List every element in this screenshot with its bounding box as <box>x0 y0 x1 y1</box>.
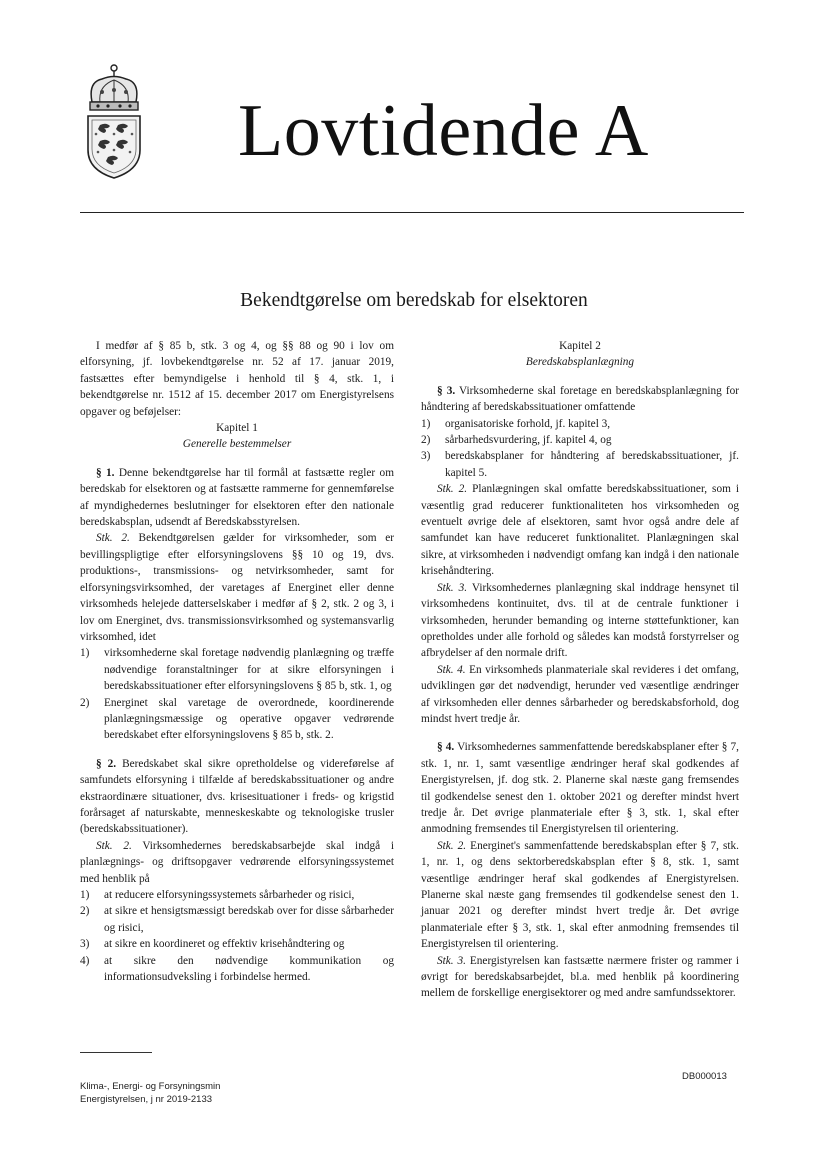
list-item-text: at sikre et hensigtsmæssigt beredskab over for disse sårbarheder og risici, <box>104 905 394 934</box>
section-1-list <box>80 645 394 743</box>
list-item <box>80 953 394 986</box>
list-item-text: at sikre en koordineret og effektiv krisehåndtering og <box>104 938 345 951</box>
section-1 <box>80 465 394 531</box>
section-1-text: Denne bekendtgørelse har til formål at fastsætte regler om beredskab for elsektoren og at fastsætte rammerne for gennemførelse af myndighedernes beslutninger for elsektoren efter den nationale beredskabsplan, udsendt af Beredskabsstyrelsen. <box>80 466 394 529</box>
list-item <box>80 903 394 936</box>
footnote-rule <box>80 1052 152 1053</box>
section-3-sign: § 3. <box>437 384 456 397</box>
chapter-1-label: Kapitel 1 <box>216 422 258 435</box>
section-3-list <box>421 416 739 482</box>
section-4-stk-3 <box>421 953 739 1002</box>
section-1-sign: § 1. <box>96 466 115 479</box>
list-item <box>80 936 394 952</box>
document-number: DB000013 <box>682 1071 727 1082</box>
section-3-text: Virksomhederne skal foretage en beredskabsplanlægning for håndtering af beredskabssituationer omfattende <box>421 384 740 414</box>
stk-label: Stk. 2. <box>96 532 130 545</box>
preamble: I medfør af § 85 b, stk. 3 og 4, og §§ 88 og 90 i lov om elforsyning, jf. lovbekendtgørelse nr. 52 af 17. januar 2019, fastsættes efter bemyndigelse i henhold til § 4, stk. 1, i bekendtgørelse nr. 1512 af 15. december 2017 om Energistyrelsens opgaver og beføjelser: <box>80 340 394 418</box>
list-item-text: at sikre den nødvendige kommunikation og informationsudveksling i forbindelse hermed. <box>104 954 394 984</box>
danish-royal-coat-of-arms-icon <box>78 62 150 180</box>
footer-reference <box>80 1080 220 1106</box>
list-item-text: sårbarhedsvurdering, jf. kapitel 4, og <box>445 434 612 447</box>
section-1-stk-2 <box>80 530 394 645</box>
stk-text: Bekendtgørelsen gælder for virksomheder, som er bevillingspligtige efter elforsyningslovens §§ 10 og 19, dvs. produktions-, transmissions- og netvirksomheder, samt for elforsyningsvirksomhed, der varetages af Energinet eller denne virksomheds helejede datterselskaber i medfør af § 2, stk. 2 og 3, i lov om Energinet, dvs. transmissionsvirksomhed og systemansvarlig virksomhed, idet <box>80 532 394 643</box>
section-3-stk-3 <box>421 580 739 662</box>
section-4-text: Virksomhedernes sammenfattende beredskabsplaner efter § 7, stk. 1, nr. 1, samt væsentlige ændringer heraf skal godkendes af Energistyrelsen, jf. dog stk. 2. Planerne skal næste gang fremsendes til godkendelse senest den 1. oktober 2021 og derefter mindst hvert tredje år. Det øvrige planmateriale efter § 3, stk. 1, skal efter anmodning fremsendes til Energistyrelsen til orientering. <box>421 741 740 836</box>
stk-text: Energistyrelsen kan fastsætte nærmere frister og rammer i øvrigt for beredskabsarbejdet, bl.a. med henblik på koordinering mellem de forskellige energisektorer og med andre samfundssektorer. <box>421 954 739 1000</box>
stk-label: Stk. 4. <box>437 663 466 676</box>
list-item-number: 1) <box>80 647 90 660</box>
list-item <box>80 695 394 744</box>
list-item-number: 3) <box>80 938 90 951</box>
list-item-number: 1) <box>421 417 431 430</box>
stk-text: Virksomhedernes beredskabsarbejde skal indgå i planlægnings- og driftsopgaver vedrørende elforsyningssystemet med henblik på <box>80 839 394 885</box>
section-3 <box>421 383 739 416</box>
stk-label: Stk. 2. <box>96 839 132 852</box>
left-column <box>80 338 394 985</box>
masthead-title: Lovtidende A <box>238 90 649 172</box>
document-title: Bekendtgørelse om beredskab for elsektoren <box>240 290 588 311</box>
section-2-stk-2 <box>80 838 394 887</box>
list-item-number: 3) <box>421 450 431 463</box>
stk-text: En virksomheds planmateriale skal revideres i det omfang, udviklingen gør det nødvendigt, herunder ved væsentlige ændringer af virksomheden eller dennes sårbarheder og beredskabsforhold, dog mindst hvert tredje år. <box>421 663 739 725</box>
list-item-number: 4) <box>80 954 90 967</box>
chapter-2-title: Beredskabsplanlægning <box>525 356 635 369</box>
journal-number: Energistyrelsen, j nr 2019-2133 <box>80 1094 213 1105</box>
list-item-number: 2) <box>80 905 90 918</box>
stk-label: Stk. 3. <box>437 581 468 594</box>
list-item <box>80 887 394 903</box>
section-4-sign: § 4. <box>437 741 455 754</box>
masthead-rule <box>80 212 744 213</box>
list-item-text: at reducere elforsyningssystemets sårbarheder og risici, <box>104 889 355 901</box>
section-2 <box>80 756 394 838</box>
stk-label: Stk. 2. <box>437 839 467 852</box>
stk-text: Energinet's sammenfattende beredskabsplan efter § 7, stk. 1, nr. 1, og dens sektorberedskabsplan efter § 8, stk. 1, samt væsentlige ændringer heraf skal godkendes af Energistyrelsen. Planerne skal næste gang fremsendes til godkendelse senest den 1. januar 2021 og derefter mindst hvert tredje år. Det øvrige planmateriale efter § 3, stk. 1, skal efter anmodning fremsendes til Energistyrelsen til orientering. <box>421 839 739 951</box>
list-item <box>421 432 739 448</box>
list-item-number: 2) <box>80 696 90 709</box>
list-item <box>80 645 394 694</box>
stk-text: Planlægningen skal omfatte beredskabssituationer, som i væsentlig grad reducerer funktionaliteten hos virksomheden og eventuelt øvrige dele af elsektoren, samt hvor også andre dele af samfundet kan have reduceret funktionalitet. Planlægningen skal sikre, at virksomheden i nødvendigt omfang kan indgå i den nationale krisehåndtering. <box>421 483 739 578</box>
list-item <box>421 448 739 481</box>
list-item-text: Energinet skal varetage de overordnede, koordinerende planlægningsmæssige og operative opgaver vedrørende beredskabet efter elforsyningslovens § 85 b, stk. 2. <box>104 696 394 742</box>
section-2-text: Beredskabet skal sikre opretholdelse og videreførelse af samfundets elforsyning i tilfælde af beredskabssituationer og andre ekstraordinære situationer, dvs. krisesituationer i freds- og krigstid forårsaget af naturskabte, menneskeskabte og teknologiske trusler (beredskabssituationer). <box>80 757 394 836</box>
list-item-text: organisatoriske forhold, jf. kapitel 3, <box>445 417 611 430</box>
ministry-name: Klima-, Energi- og Forsyningsmin <box>80 1081 221 1092</box>
list-item-number: 1) <box>80 889 90 901</box>
list-item-text: beredskabsplaner for håndtering af beredskabssituationer, jf. kapitel 5. <box>445 450 739 479</box>
section-4-stk-2 <box>421 838 739 953</box>
list-item-text: virksomhederne skal foretage nødvendig planlægning og træffe nødvendige foranstaltninger for at sikre elforsyningen i beredskabssituationer efter elforsyningslovens § 85 b, stk. 1, og <box>104 647 394 693</box>
right-column <box>421 338 739 1002</box>
chapter-1-title: Generelle bestemmelser <box>182 438 292 451</box>
stk-label: Stk. 2. <box>437 483 468 496</box>
list-item-number: 2) <box>421 434 431 447</box>
section-2-sign: § 2. <box>96 757 117 770</box>
chapter-2-label: Kapitel 2 <box>559 340 601 352</box>
section-3-stk-4 <box>421 662 739 728</box>
stk-label: Stk. 3. <box>437 954 466 967</box>
list-item <box>421 416 739 432</box>
section-4 <box>421 739 739 837</box>
stk-text: Virksomhedernes planlægning skal inddrage hensynet til virksomhedens kontinuitet, dvs. til at de centrale funktioner i virksomheden, herunder bemanding og interne støttefunktioner, kan opretholdes under alle forhold og således kan modstå forstyrrelser og afbrydelser af den normale drift. <box>421 581 739 660</box>
section-3-stk-2 <box>421 481 739 579</box>
section-2-list <box>80 887 394 985</box>
